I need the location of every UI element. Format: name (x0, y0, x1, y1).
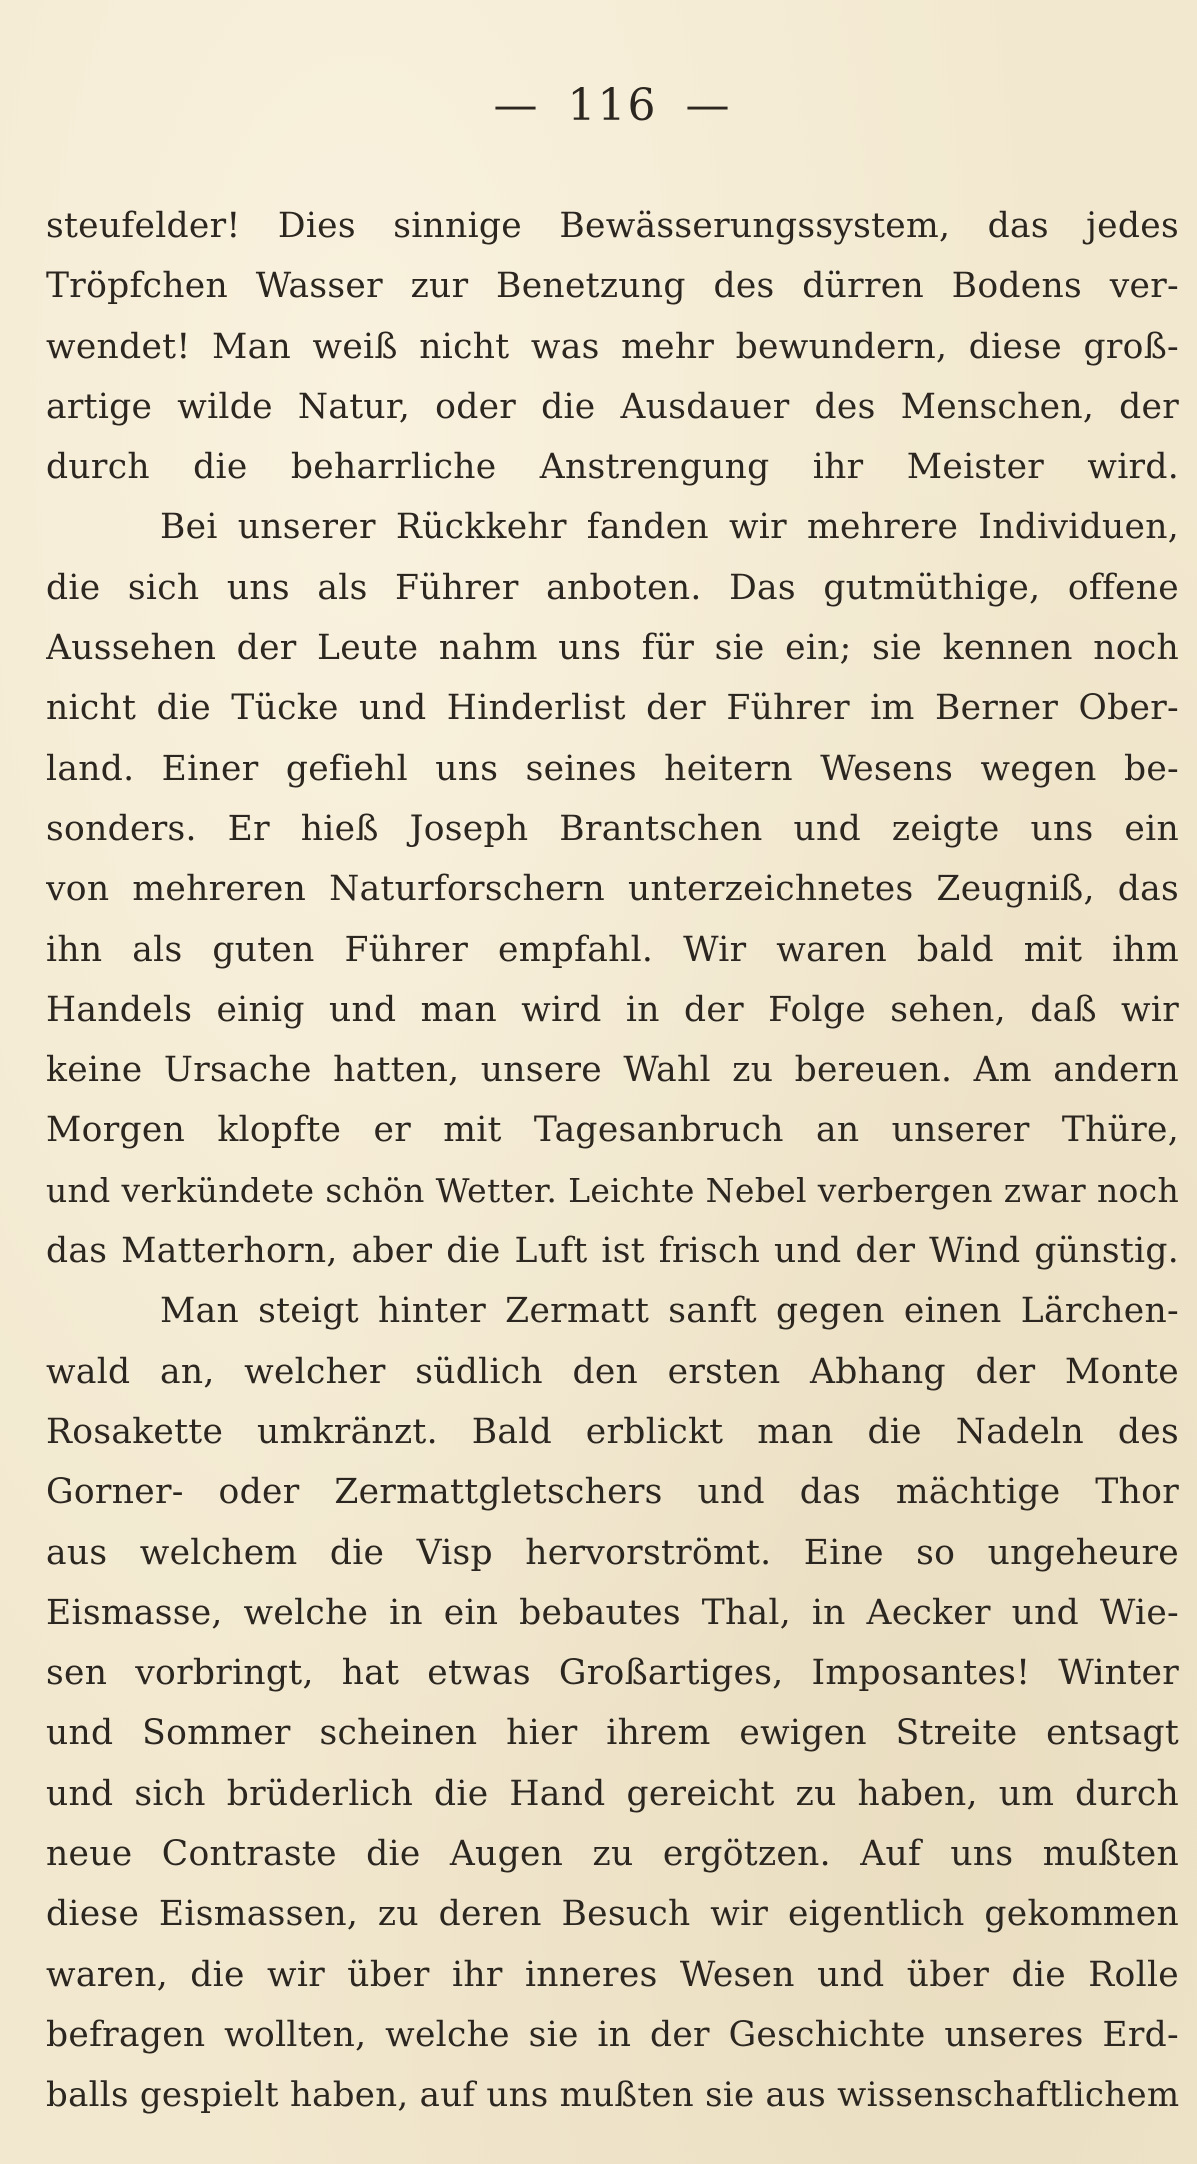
text-line: Handels einig und man wird in der Folge sehen, daß wir (46, 989, 1179, 1030)
text-line: neue Contraste die Augen zu ergötzen. Auf uns mußten (46, 1834, 1179, 1875)
text-line: keine Ursache hatten, unsere Wahl zu bereuen. Am andern (46, 1050, 1179, 1091)
text-line: und verkündete schön Wetter. Leichte Nebel verbergen zwar noch (46, 1170, 1179, 1210)
text-line: steufelder! Dies sinnige Bewässerungssystem, das jedes (46, 206, 1179, 246)
text-line: Aussehen der Leute nahm uns für sie ein; sie kennen noch (46, 628, 1179, 669)
text-line: Tröpfchen Wasser zur Benetzung des dürren Bodens ver- (46, 266, 1179, 307)
text-line: land. Einer gefiehl uns seines heitern Wesens wegen be- (46, 748, 1179, 789)
text-line: Morgen klopfte er mit Tagesanbruch an unserer Thüre, (46, 1110, 1179, 1151)
page-number: 116 (567, 80, 658, 131)
text-line: Man steigt hinter Zermatt sanft gegen einen Lärchen- (160, 1291, 1179, 1332)
text-line: befragen wollten, welche sie in der Geschichte unseres Erd- (46, 2014, 1179, 2055)
text-line: Eismasse, welche in ein bebautes Thal, in Aecker und Wie- (46, 1592, 1179, 1633)
text-line: diese Eismassen, zu deren Besuch wir eigentlich gekommen (46, 1894, 1179, 1935)
text-line: durch die beharrliche Anstrengung ihr Meister wird. (46, 447, 1179, 488)
text-line: nicht die Tücke und Hinderlist der Führer im Berner Ober- (46, 688, 1179, 729)
text-line: wald an, welcher südlich den ersten Abhang der Monte (46, 1351, 1179, 1392)
text-line: das Matterhorn, aber die Luft ist frisch und der Wind günstig. (46, 1231, 1179, 1272)
text-line: ihn als guten Führer empfahl. Wir waren bald mit ihm (46, 929, 1179, 970)
body-text (46, 196, 1179, 2126)
text-line: Bei unserer Rückkehr fanden wir mehrere Individuen, (160, 507, 1179, 548)
header-dash-right: — (685, 80, 732, 131)
text-line: und Sommer scheinen hier ihrem ewigen Streite entsagt (46, 1713, 1179, 1754)
text-line: artige wilde Natur, oder die Ausdauer des Menschen, der (46, 386, 1179, 427)
header-dash-left: — (493, 80, 540, 131)
text-line: wendet! Man weiß nicht was mehr bewundern, diese groß- (46, 326, 1179, 367)
text-line: sonders. Er hieß Joseph Brantschen und zeigte uns ein (46, 808, 1179, 849)
text-line: und sich brüderlich die Hand gereicht zu haben, um durch (46, 1773, 1179, 1814)
page-header (46, 78, 1179, 134)
text-line: von mehreren Naturforschern unterzeichnetes Zeugniß, das (46, 869, 1179, 910)
text-line: balls gespielt haben, auf uns mußten sie aus wissenschaftlichem (46, 2075, 1179, 2116)
text-line: Rosakette umkränzt. Bald erblickt man die Nadeln des (46, 1411, 1179, 1452)
text-line: sen vorbringt, hat etwas Großartiges, Imposantes! Winter (46, 1653, 1179, 1694)
text-line: aus welchem die Visp hervorströmt. Eine so ungeheure (46, 1532, 1179, 1573)
text-line: die sich uns als Führer anboten. Das gutmüthige, offene (46, 567, 1179, 608)
text-line: waren, die wir über ihr inneres Wesen und über die Rolle (46, 1954, 1179, 1995)
text-line: Gorner- oder Zermattgletschers und das mächtige Thor (46, 1472, 1179, 1513)
